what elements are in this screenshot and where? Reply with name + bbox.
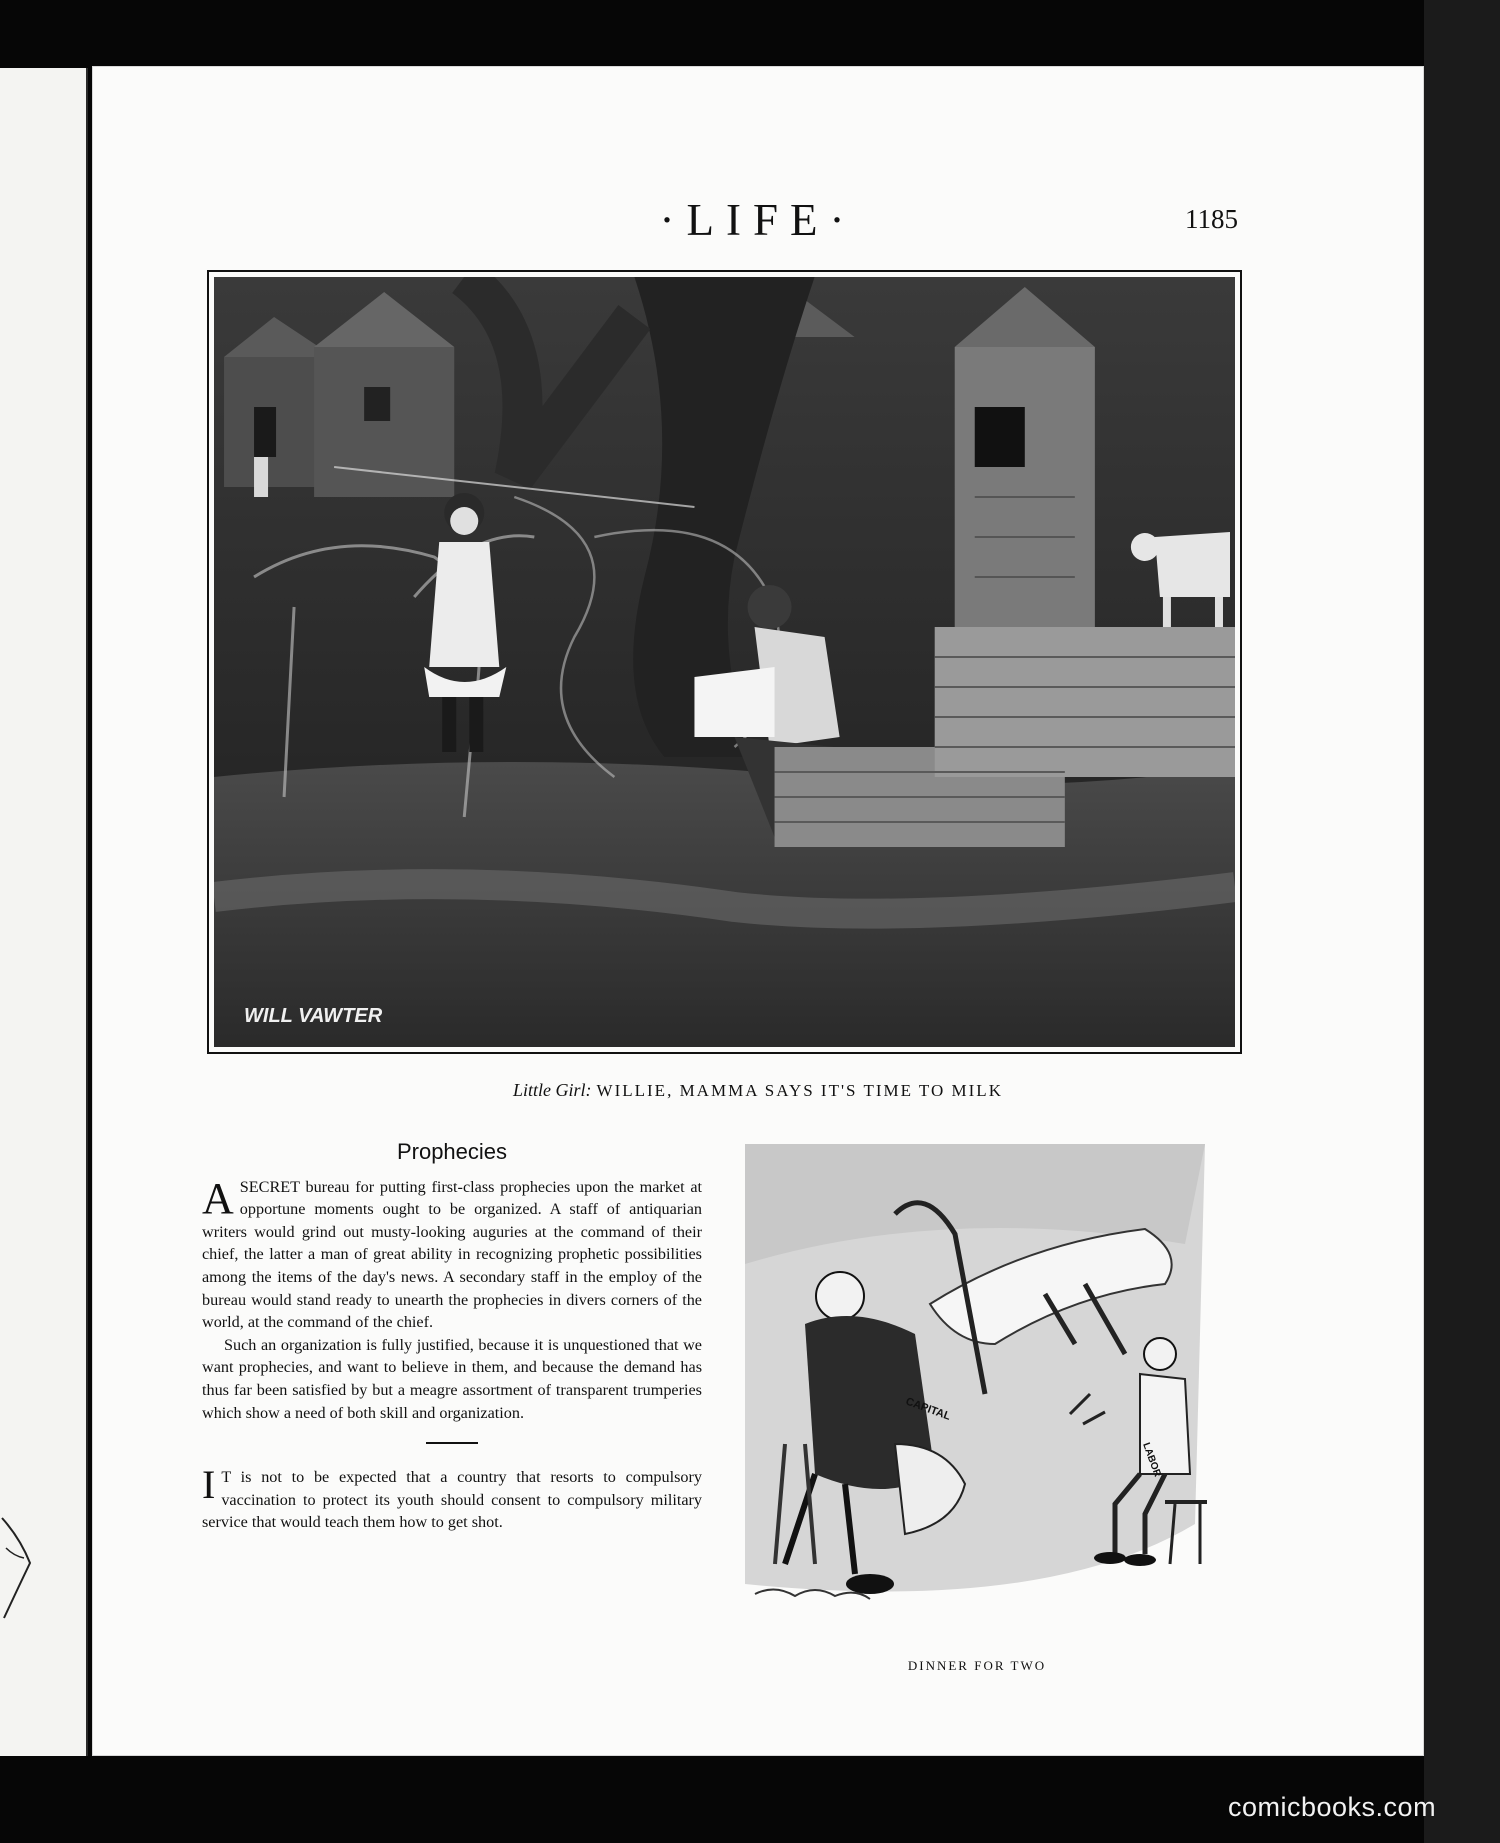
section-divider xyxy=(426,1442,478,1444)
capital-label: CAPITAL xyxy=(903,1395,953,1423)
page-number: 1185 xyxy=(1185,204,1238,234)
article-paragraph-1 xyxy=(202,1173,702,1334)
article-prophecies xyxy=(202,1141,702,1534)
article-paragraph-3 xyxy=(202,1462,702,1534)
facing-page-edge xyxy=(0,68,88,1756)
caption-dialogue: WILLIE, MAMMA SAYS IT'S TIME TO MILK xyxy=(596,1081,1003,1100)
drop-cap: A xyxy=(202,1173,234,1223)
magazine-page xyxy=(92,66,1424,1756)
illustration-caption xyxy=(92,1080,1424,1101)
illustration-farm-scene xyxy=(207,270,1242,1054)
drop-cap: I xyxy=(202,1462,216,1508)
masthead-title: ·LIFE· xyxy=(659,195,857,245)
caption-speaker: Little Girl: xyxy=(513,1080,592,1100)
article-paragraph-2: Such an organization is fully justified, because it is unquestioned that we want prophecies, and want to believe in them, and because the demand has thus far been satisfied by but a meagre assortment of transparent trumperies which show a need of both skill and organization. xyxy=(202,1335,702,1422)
article-title: Prophecies xyxy=(396,1139,508,1164)
site-watermark: comicbooks.com xyxy=(1228,1792,1437,1822)
scan-margin xyxy=(1424,0,1500,1843)
labor-label: LABOR xyxy=(1140,1441,1163,1479)
facing-page-sketch xyxy=(0,1508,40,1628)
illustration-caption-dinner: DINNER FOR TWO xyxy=(907,1658,1047,1673)
paragraph-text: SECRET bureau for putting first-class prophecies upon the market at opportune moments ought to be organized. A staff of antiquarian writers would grind out musty-looking auguries at the command of their chief, the latter a man of great ability in recognizing prophetic possibilities among the items of the day's news. A secondary staff in the employ of the bureau would stand ready to unearth the prophecies in divers corners of the world, at the command of the chief. xyxy=(202,1177,702,1332)
illustration-dinner-for-two xyxy=(745,1144,1209,1636)
paragraph-text: T is not to be expected that a country that resorts to compulsory vaccination to protect its youth should consent to compulsory military service that would teach them how to get shot. xyxy=(202,1468,702,1532)
illustrator-signature: WILL VAWTER xyxy=(244,1005,383,1027)
